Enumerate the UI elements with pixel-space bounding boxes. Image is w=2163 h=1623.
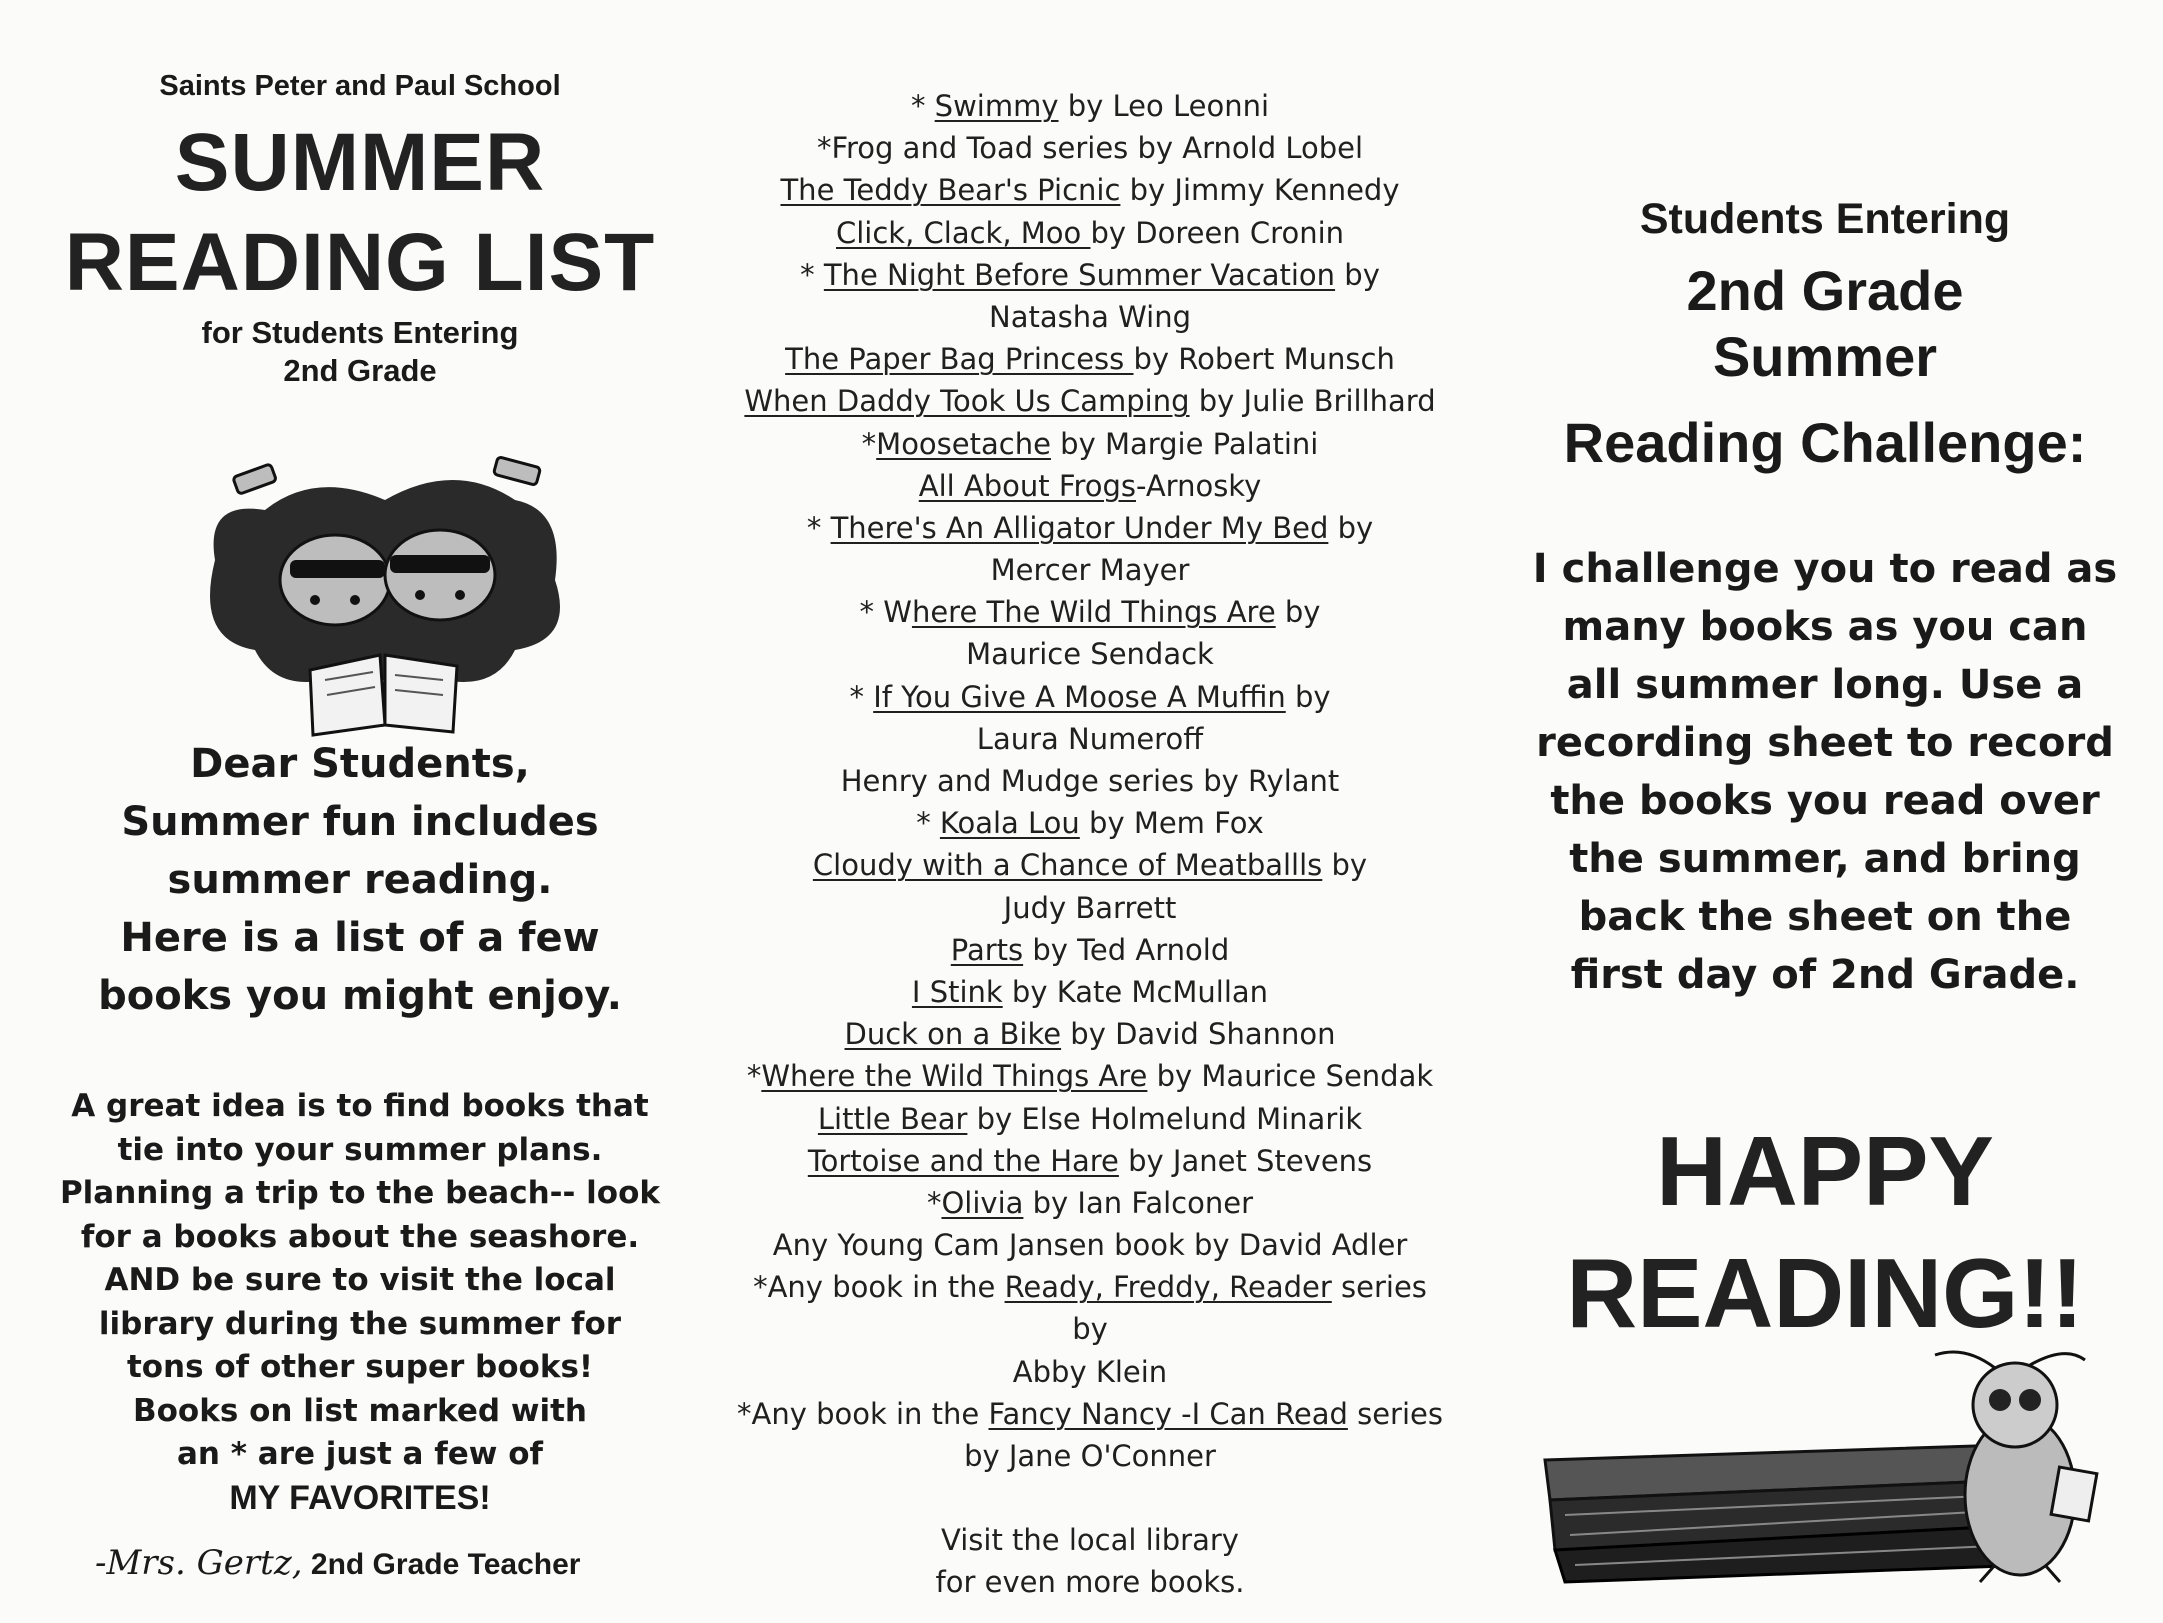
book-text: by [1275,595,1321,630]
idea-line: tie into your summer plans. [117,1131,603,1168]
book-text: series [1331,1270,1427,1305]
book-title: I Stink [911,974,1003,1009]
book-list-line [720,1308,1460,1350]
idea-line: AND be sure to visit the local [104,1262,616,1298]
book-title: All About Frogs [918,468,1136,503]
idea-line: A great idea is to find books that [71,1088,649,1124]
challenge-line: first day of 2nd Grade. [1570,952,2080,998]
book-text: by Jane O'Conner [964,1439,1216,1473]
book-title: here The Wild Things Are [911,595,1276,630]
teacher-signature [95,1543,580,1583]
subtitle-line-2: 2nd Grade [283,353,437,388]
book-text: by Kate McMullan [1002,974,1269,1009]
book-text: *Frog and Toad series by Arnold Lobel [816,131,1364,166]
title-line-2: READING LIST [64,217,656,308]
challenge-line: the summer, and bring [1569,836,2081,882]
book-list-line [720,1519,1460,1561]
challenge-line: the books you read over [1550,778,2100,824]
book-text: by Robert Munsch [1133,342,1395,377]
book-text: * [926,1185,942,1220]
book-text: for even more books. [935,1565,1245,1600]
book-list-line [720,1013,1460,1055]
idea-line: for a books about the seashore. [80,1218,640,1255]
book-title: Ready, Freddy, Reader [1004,1270,1332,1305]
idea-message [40,1085,680,1520]
challenge-heading: Reading Challenge: [1563,411,2087,474]
book-list-line [720,1266,1460,1308]
book-title: The Teddy Bear's Picnic [780,173,1121,208]
book-title: Little Bear [817,1101,968,1136]
book-title: The Paper Bag Princess [785,342,1134,377]
book-list-line [720,887,1460,929]
school-name: Saints Peter and Paul School [159,70,561,102]
book-list-line [720,507,1460,549]
challenge-grade [1505,258,2145,390]
book-text: -Arnosky [1136,468,1262,503]
left-panel [40,0,680,1623]
book-text: series [1347,1396,1443,1431]
book-text: *Any book in the [753,1270,1005,1305]
book-title: Olivia [941,1185,1024,1220]
idea-line: tons of other super books! [126,1349,594,1385]
book-list-line [720,929,1460,971]
dear-line: Here is a list of a few [120,915,600,961]
book-text: by Jimmy Kennedy [1120,173,1400,208]
book-title: The Night Before Summer Vacation [823,257,1336,292]
book-list-line [720,1351,1460,1393]
book-text: Visit the local library [941,1523,1239,1558]
favorites-line: MY FAVORITES! [229,1478,491,1517]
book-list-line [720,1098,1460,1140]
book-text: * [849,679,874,714]
book-title: When Daddy Took Us Camping [744,384,1190,419]
book-text: Natasha Wing [989,299,1191,334]
book-text: Any Young Cam Jansen book by David Adler [772,1228,1408,1263]
happy-line-1: HAPPY [1656,1116,1994,1226]
challenge-grade-line: 2nd Grade [1686,259,1964,322]
right-panel [1505,0,2145,1623]
challenge-line: I challenge you to read as [1532,546,2118,592]
book-text: by Julie Brillhard [1189,384,1436,419]
book-list-line [720,802,1460,844]
subtitle-line-1: for Students Entering [201,315,519,350]
book-title: Duck on a Bike [844,1017,1062,1052]
book-text: by Ted Arnold [1023,932,1230,967]
book-list-line [720,633,1460,675]
book-list-line [720,85,1460,127]
book-list-line [720,676,1460,718]
book-list-line [720,844,1460,886]
book-list-line [720,127,1460,169]
book-title: Swimmy [934,89,1059,123]
book-list-line [720,591,1460,633]
book-list-line [720,465,1460,507]
book-text: by Maurice Sendak [1147,1059,1434,1094]
book-title: Cloudy with a Chance of Meatballls [812,848,1323,883]
book-text: by Leo Leonni [1058,89,1270,123]
book-list-line [720,338,1460,380]
book-text: by [1072,1312,1108,1347]
dear-line: Summer fun includes [121,799,599,845]
book-text: by Else Holmelund Minarik [967,1101,1363,1136]
book-text: * [916,806,940,841]
book-title: Moosetache [876,426,1051,461]
book-text: by [1335,257,1380,292]
dear-line: books you might enjoy. [98,973,622,1019]
title-line-1: SUMMER [174,117,546,208]
book-list-line [720,1477,1460,1519]
book-title: Parts [950,932,1024,967]
book-list-line [720,1393,1460,1435]
book-list-line [720,718,1460,760]
book-text: Abby Klein [1012,1354,1168,1389]
book-list-line [720,1182,1460,1224]
book-list-line [720,296,1460,338]
idea-line: library during the summer for [98,1305,622,1342]
book-list-line [720,971,1460,1013]
book-list-line [720,380,1460,422]
dear-line: summer reading. [167,857,553,903]
book-title: Where the Wild Things Are [761,1059,1148,1094]
happy-line-2: READING!! [1566,1238,2084,1348]
book-title: If You Give A Moose A Muffin [873,679,1286,714]
idea-line: an * are just a few of [176,1436,543,1472]
book-list-line [720,1140,1460,1182]
idea-line: Planning a trip to the beach-- look [59,1175,661,1211]
book-text: by [1322,848,1368,883]
signature-name: -Mrs. Gertz, [95,1543,303,1583]
book-list-line [720,423,1460,465]
bookworm-bug-reading-icon [1525,1350,2125,1585]
book-list-line [720,1224,1460,1266]
book-title: There's An Alligator Under My Bed [830,510,1329,545]
book-text: *Any book in the [737,1396,989,1431]
book-text: Maurice Sendack [966,637,1214,672]
book-text: * [910,89,935,123]
happy-reading [1505,1110,2145,1354]
book-text: by Janet Stevens [1118,1143,1373,1178]
reading-kids-clipart-icon [195,440,575,740]
book-text: * [800,257,824,292]
idea-line: Books on list marked with [132,1392,587,1429]
book-list-line [720,1435,1460,1477]
book-title: Click, Clack, Moo [835,215,1091,250]
book-text: by Margie Palatini [1050,426,1319,461]
book-text: by Doreen Cronin [1090,215,1345,250]
book-title: Tortoise and the Hare [807,1143,1119,1178]
book-text: * W [859,595,912,630]
book-list-line [720,1055,1460,1097]
book-text: by David Shannon [1061,1017,1336,1052]
book-text: Laura Numeroff [976,721,1204,756]
book-text: by Mem Fox [1079,806,1264,841]
book-list [720,85,1460,1604]
book-text: * [806,510,831,545]
book-list-line [720,549,1460,591]
book-title: Koala Lou [939,806,1080,841]
challenge-line: many books as you can [1562,604,2088,650]
challenge-grade-line: Summer [1712,325,1938,388]
book-list-line [720,760,1460,802]
book-text: by Ian Falconer [1023,1185,1254,1220]
book-title: Fancy Nancy -I Can Read [988,1396,1348,1431]
book-list-line [720,169,1460,211]
book-list-line [720,254,1460,296]
dear-students-message [40,735,680,1025]
book-text: Judy Barrett [1003,890,1177,925]
book-list-line [720,1561,1460,1603]
dear-line: Dear Students, [190,741,530,787]
book-text: Henry and Mudge series by Rylant [840,764,1340,798]
book-text: by [1328,510,1374,545]
challenge-line: recording sheet to record [1536,720,2114,766]
book-text: * [746,1059,762,1094]
challenge-body [1505,540,2145,1004]
book-text: * [861,426,877,461]
book-list-line [720,212,1460,254]
challenge-entering: Students Entering [1639,195,2011,243]
book-text: by [1285,679,1331,714]
signature-role: 2nd Grade Teacher [310,1548,581,1581]
book-text: Mercer Mayer [990,553,1190,588]
challenge-line: all summer long. Use a [1566,662,2084,708]
challenge-line: back the sheet on the [1578,894,2072,940]
